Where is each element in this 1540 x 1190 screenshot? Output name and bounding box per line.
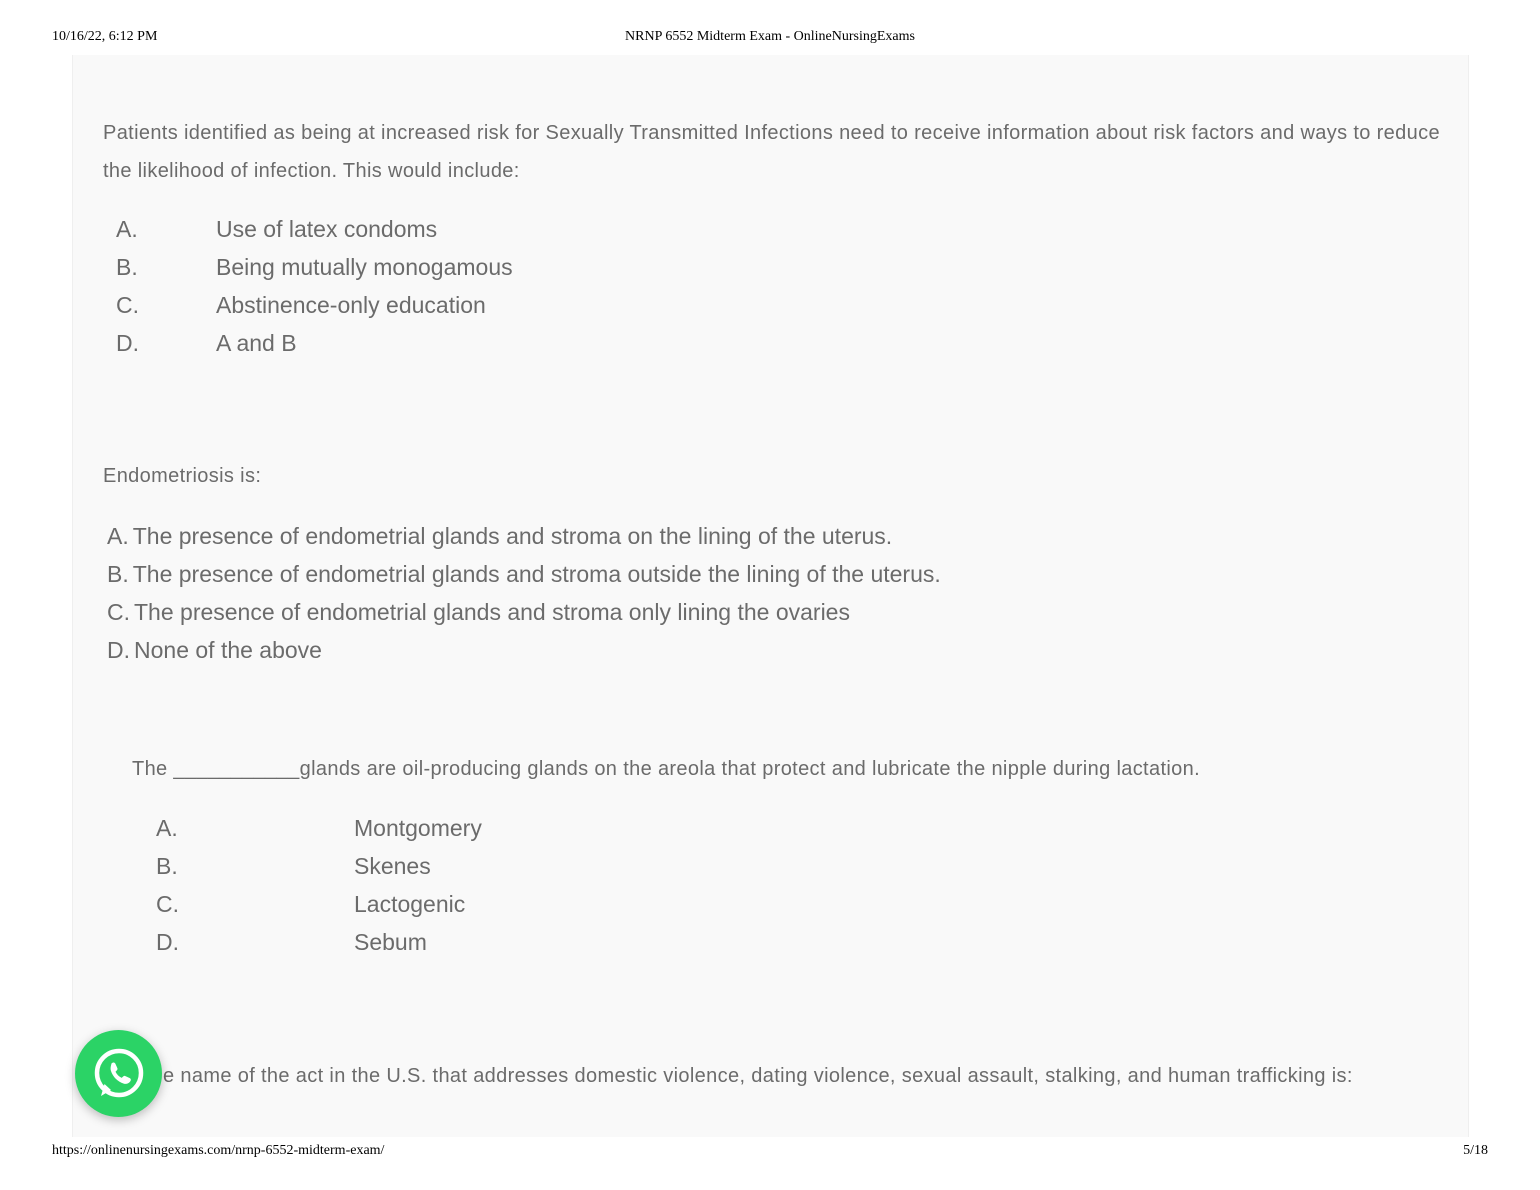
question-2-options (107, 517, 1207, 669)
option-item (107, 593, 1207, 631)
question-3-text: The ___________glands are oil-producing glands on the areola that protect and lubricate the nipple during lactation. (132, 758, 1200, 780)
print-header (0, 29, 1540, 49)
question-3-options (156, 809, 756, 961)
option-letter: B. (156, 853, 178, 879)
print-url: https://onlinenursingexams.com/nrnp-6552-midterm-exam/ (52, 1143, 385, 1158)
option-text: Being mutually monogamous (216, 254, 513, 280)
option-letter: D. (156, 929, 179, 955)
option-item (116, 324, 716, 362)
option-letter: C. (156, 891, 179, 917)
option-letter: A. (156, 815, 178, 841)
print-page-title: NRNP 6552 Midterm Exam - OnlineNursingExams (625, 29, 915, 44)
question-4-text: e name of the act in the U.S. that addresses domestic violence, dating violence, sexual assault, stalking, and human trafficking is: (163, 1065, 1353, 1087)
option-text: Abstinence-only education (216, 292, 486, 318)
option-text: None of the above (134, 637, 322, 663)
option-letter: A. (107, 523, 129, 549)
option-letter: B. (107, 561, 129, 587)
option-item (107, 631, 1207, 669)
content-card (72, 55, 1469, 1137)
option-item (116, 210, 716, 248)
option-item (156, 885, 756, 923)
option-letter: C. (116, 292, 139, 318)
option-item (156, 847, 756, 885)
whatsapp-chat-button[interactable] (75, 1030, 162, 1117)
option-letter: C. (107, 599, 130, 625)
option-letter: B. (116, 254, 138, 280)
option-item (107, 517, 1207, 555)
question-1-text: Patients identified as being at increased risk for Sexually Transmitted Infections need to receive information about risk factors and ways to reduce the likelihood of infection. This would include: (103, 122, 1440, 182)
option-text: The presence of endometrial glands and stroma outside the lining of the uterus. (132, 561, 941, 587)
option-text: A and B (216, 330, 297, 356)
option-item (156, 923, 756, 961)
option-text: Sebum (354, 929, 427, 955)
option-letter: A. (116, 216, 138, 242)
whatsapp-icon (91, 1046, 147, 1102)
option-text: Skenes (354, 853, 431, 879)
option-letter: D. (107, 637, 130, 663)
option-letter: D. (116, 330, 139, 356)
option-item (116, 286, 716, 324)
print-datetime: 10/16/22, 6:12 PM (52, 29, 158, 44)
print-page-number: 5/18 (1463, 1143, 1488, 1158)
question-2-text: Endometriosis is: (103, 465, 262, 487)
print-footer (0, 1143, 1540, 1163)
option-item (116, 248, 716, 286)
option-text: The presence of endometrial glands and stroma on the lining of the uterus. (132, 523, 893, 549)
option-item (107, 555, 1207, 593)
question-1-options (116, 210, 716, 362)
option-text: Use of latex condoms (216, 216, 438, 242)
option-text: The presence of endometrial glands and stroma only lining the ovaries (134, 599, 850, 625)
option-item (156, 809, 756, 847)
option-text: Montgomery (354, 815, 482, 841)
option-text: Lactogenic (354, 891, 466, 917)
